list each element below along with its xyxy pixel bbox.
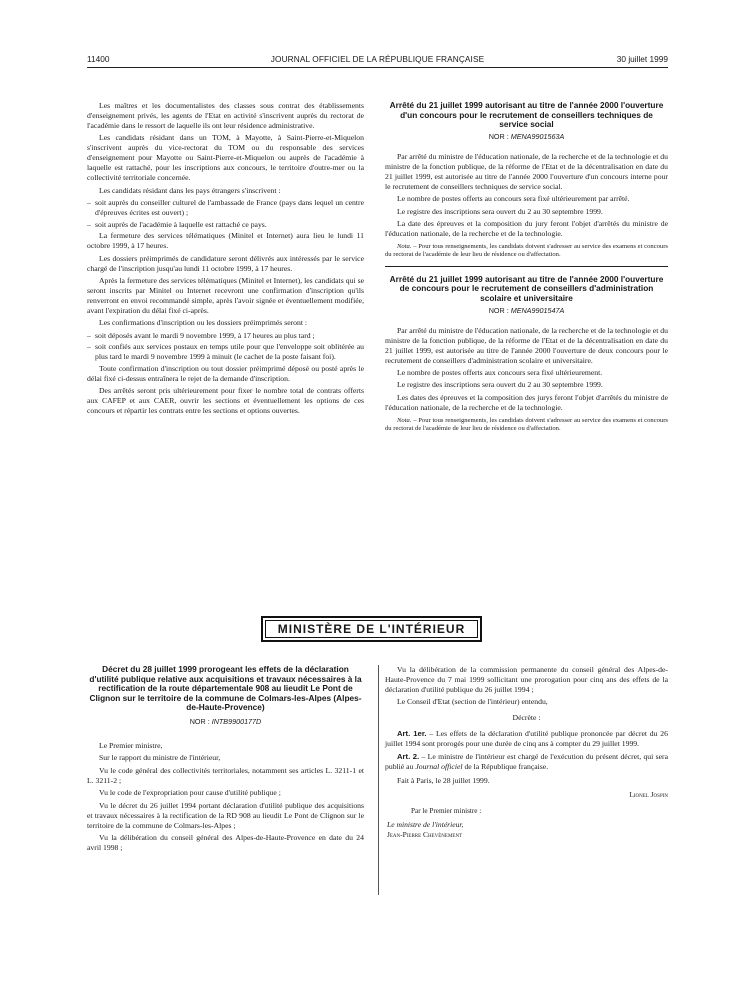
paragraph: Les dates des épreuves et la composition des jurys feront l'objet d'arrêtés du ministre de l'éducation nationale, de la recherche et de la technologie. (385, 392, 668, 412)
list-item: – soit auprès du conseiller culturel de l'ambassade de France (pays dans lequel un centre d'épreuves écrites est ouvert) ; (87, 198, 364, 218)
nor-reference (385, 132, 668, 142)
paragraph: Après la fermeture des services télématiques (Minitel et Internet), les candidats qui se seront inscrits par Minitel ou Internet recevront une confirmation d'inscription qu'ils renverront en envoi recommandé simple, après l'avoir signée et éventuellement modifiée, avant l'expiration du délai fixé ci-après. (87, 275, 364, 315)
nor-reference (87, 717, 364, 727)
paragraph: Vu le code général des collectivités territoriales, notamment ses articles L. 3211-1 et L. 3211-2 ; (87, 765, 364, 785)
header-rule (87, 67, 668, 68)
section-rule (385, 266, 668, 267)
article-text: de la République française. (462, 761, 549, 771)
right-top-column (385, 101, 668, 436)
paragraph: La fermeture des services télématiques (Minitel et Internet) aura lieu le lundi 11 octobre 1999, à 17 heures. (87, 231, 364, 251)
arrete-title: Arrêté du 21 juillet 1999 autorisant au titre de l'année 2000 l'ouverture d'un concours pour le recrutement de conseillers techniques de service social (389, 100, 664, 130)
nota-label: Nota. (397, 242, 412, 250)
article-2 (385, 752, 668, 772)
nor-label: NOR : (488, 305, 509, 315)
ministry-heading-box (261, 616, 482, 642)
paragraph: Toute confirmation d'inscription ou tout dossier préimprimé déposé ou posté après le délai fixé ci-dessus entraînera le rejet de la demande d'inscription. (87, 363, 364, 383)
article-text: – Le ministre de l'intérieur est chargé de l'exécution du présent décret, qui sera publié au (385, 751, 668, 771)
list-item: – soit auprès de l'académie à laquelle est rattaché ce pays. (87, 220, 364, 230)
paragraph: Les candidats résidant dans les pays étrangers s'inscrivent : (99, 185, 281, 195)
article-1 (385, 729, 668, 749)
journal-name: Journal officiel (415, 761, 463, 771)
paragraph: La date des épreuves et la composition du jury feront l'objet d'arrêtés du ministre de l'éducation nationale, de la recherche et de la technologie. (385, 218, 668, 238)
paragraph: Vu le code de l'expropriation pour cause d'utilité publique ; (99, 788, 281, 798)
nota-text: – Pour tous renseignements, les candidats doivent s'adresser au service des examens et concours du rectorat de l'académie de leur lieu de résidence ou d'affectation. (385, 242, 668, 259)
nota-text: – Pour tous renseignements, les candidats doivent s'adresser au service des examens et concours du rectorat de l'académie de leur lieu de résidence ou d'affectation. (385, 416, 668, 433)
list-item: – soit déposés avant le mardi 9 novembre 1999, à 17 heures au plus tard ; (87, 331, 364, 341)
paragraph: Les maîtres et les documentalistes des classes sous contrat des établissements d'enseignement privés, les agents de l'Etat en activité s'inscrivent auprès du rectorat de l'académie dans le ressort de laquelle ils ont leur résidence administrative. (87, 101, 364, 130)
paragraph: Les confirmations d'inscription ou les dossiers préimprimés seront : (99, 318, 308, 328)
paragraph: Sur le rapport du ministre de l'intérieur, (99, 753, 221, 763)
page-header (87, 54, 668, 68)
paragraph: Vu la délibération du conseil général des Alpes-de-Haute-Provence en date du 24 avril 1998 ; (87, 832, 364, 852)
nota-label: Nota. (397, 416, 412, 424)
paragraph: Par arrêté du ministre de l'éducation nationale, de la recherche et de la technologie et du ministre de la fonction publique, de la réforme de l'Etat et de la décentralisation en date du 21 juillet 1999, est autorisée au titre de l'année 2000 l'ouverture de deux concours pour le recrutement de conseillers d'administration scolaire et universitaire. (385, 325, 668, 365)
decrete-heading: Décrète : (512, 713, 541, 723)
paragraph: Le nombre de postes offerts au concours sera fixé ultérieurement par arrêté. (397, 194, 630, 204)
list-item: – soit confiés aux services postaux en temps utile pour que l'enveloppe soit oblitérée au plus tard le mardi 9 novembre 1999 à minuit (le cachet de la poste faisant foi). (87, 342, 364, 362)
paragraph: Le Conseil d'Etat (section de l'intérieur) entendu, (397, 697, 548, 707)
paragraph: Le nombre de postes offerts aux concours sera fixé ultérieurement. (397, 367, 603, 377)
by-pm-line: Par le Premier ministre : (411, 806, 482, 815)
minister-title: Le ministre de l'intérieur, (387, 819, 464, 829)
journal-title: JOURNAL OFFICIEL DE LA RÉPUBLIQUE FRANÇAISE (270, 54, 485, 64)
decree-left-column (87, 665, 364, 855)
signature-pm: Lionel Jospin (629, 789, 668, 799)
page-number: 11400 (87, 54, 110, 64)
issue-date: 30 juillet 1999 (616, 54, 668, 64)
column-separator (378, 665, 379, 895)
paragraph: Le registre des inscriptions sera ouvert du 2 au 30 septembre 1999. (397, 380, 603, 390)
article-label: Art. 1er. (397, 729, 427, 739)
paragraph: Fait à Paris, le 28 juillet 1999. (397, 775, 490, 785)
paragraph: Vu le décret du 26 juillet 1994 portant déclaration d'utilité publique des acquisitions et travaux nécessaires à la rectification de la RD 908 au lieudit Le Pont de Clignon sur le territoire de la commune de Colmars-les-Alpes ; (87, 800, 364, 830)
nor-label: NOR : (488, 131, 509, 141)
decree-right-column (385, 665, 668, 840)
arrete-title: Arrêté du 21 juillet 1999 autorisant au titre de l'année 2000 l'ouverture de concours pour le recrutement de conseillers d'administration scolaire et universitaire (389, 273, 664, 303)
nor-code: INTB9900177D (211, 716, 262, 726)
nor-code: MENA9901547A (510, 305, 565, 315)
nota-note (385, 243, 668, 260)
left-top-column (87, 101, 364, 419)
article-label: Art. 2. (397, 751, 420, 761)
paragraph: Des arrêtés seront pris ultérieurement pour fixer le nombre total de contrats offerts aux CAFEP et aux CAER, ouvrir les sections et éventuellement les options de ces concours et répartir les contrats entre les sections et options ouvertes. (87, 386, 364, 416)
paragraph: Les dossiers préimprimés de candidature seront délivrés aux intéressés par le service chargé de l'inscription jusqu'au lundi 11 octobre 1999, à 17 heures. (87, 253, 364, 273)
nor-label: NOR : (189, 716, 210, 726)
nor-code: MENA9901563A (510, 131, 565, 141)
paragraph: Le registre des inscriptions sera ouvert du 2 au 30 septembre 1999. (397, 206, 603, 216)
article-text: – Les effets de la déclaration d'utilité publique prononcée par décret du 26 juillet 1994 sont prorogés pour une durée de cinq ans à compter du 29 juillet 1999. (385, 729, 668, 749)
decree-title: Décret du 28 juillet 1999 prorogeant les effets de la déclaration d'utilité publique relative aux acquisitions et travaux nécessaires à la rectification de la route départementale 908 au lieudit Le Pont de Clignon sur le territoire de la commune de Colmars-les-Alpes (Alpes-de-Haute-Provence) (89, 664, 362, 713)
paragraph: Le Premier ministre, (99, 740, 163, 750)
ministry-heading: MINISTÈRE DE L'INTÉRIEUR (277, 622, 466, 636)
nor-reference (385, 306, 668, 316)
paragraph: Les candidats résidant dans un TOM, à Mayotte, à Saint-Pierre-et-Miquelon s'inscrivent auprès du vice-rectorat du TOM ou du responsable des services d'enseignement pour Mayotte ou Saint-Pierre-et-Miquelon ou auprès de l'académie à laquelle est rattaché, pour les inscriptions aux concours, le territoire d'outre-mer ou la collectivité territoriale concernée. (87, 133, 364, 183)
nota-note (385, 417, 668, 434)
paragraph: Par arrêté du ministre de l'éducation nationale, de la recherche et de la technologie et du ministre de la fonction publique, de la réforme de l'Etat et de la décentralisation en date du 21 juillet 1999, est autorisée au titre de l'année 2000 l'ouverture d'un concours interne pour le recrutement de conseillers techniques de service social. (385, 151, 668, 191)
minister-name: Jean-Pierre Chevènement (387, 829, 463, 839)
paragraph: Vu la délibération de la commission permanente du conseil général des Alpes-de-Haute-Provence du 7 mai 1999 sollicitant une prorogation pour cinq ans des effets de la déclaration d'utilité publique du 26 juillet 1994 ; (385, 665, 668, 694)
